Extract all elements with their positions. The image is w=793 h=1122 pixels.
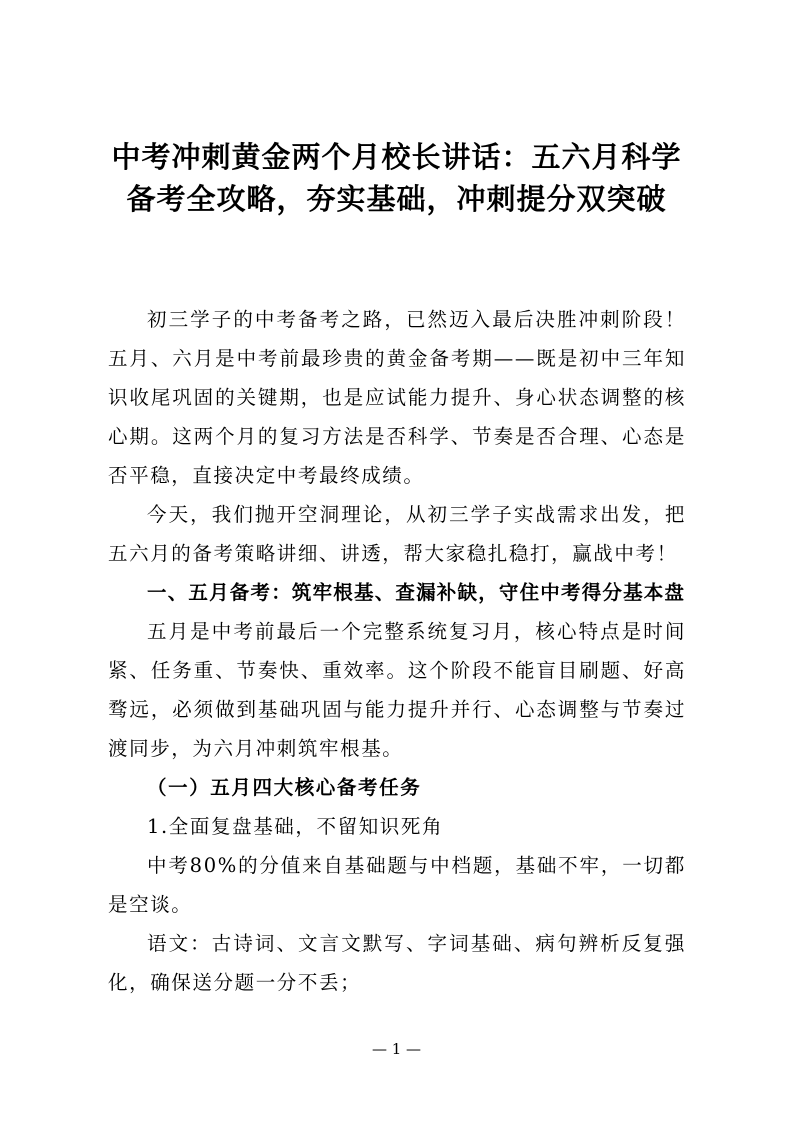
paragraph-may-overview: 五月是中考前最后一个完整系统复习月，核心特点是时间紧、任务重、节奏快、重效率。这个阶段不能盲目刷题、好高骛远，必须做到基础巩固与能力提升并行、心态调整与节奏过渡同步，为六月冲刺筑牢根基。 <box>108 620 686 760</box>
paragraph-today: 今天，我们抛开空洞理论，从初三学子实战需求出发，把五六月的备考策略讲细、讲透，帮大家稳扎稳打，赢战中考！ <box>108 503 686 565</box>
page-number: — 1 — <box>371 1040 422 1058</box>
paragraph-basics: 中考80%的分值来自基础题与中档题，基础不牢，一切都是空谈。 <box>108 854 686 916</box>
document-body <box>108 300 686 1002</box>
paragraph-intro: 初三学子的中考备考之路，已然迈入最后决胜冲刺阶段！五月、六月是中考前最珍贵的黄金备考期——既是初中三年知识收尾巩固的关键期，也是应试能力提升、身心状态调整的核心期。这两个月的复习方法是否科学、节奏是否合理、心态是否平稳，直接决定中考最终成绩。 <box>108 308 686 487</box>
paragraph-chinese: 语文：古诗词、文言文默写、字词基础、病句辨析反复强化，确保送分题一分不丢； <box>108 932 686 994</box>
page-title: 中考冲刺黄金两个月校长讲话：五六月科学备考全攻略，夯实基础，冲刺提分双突破 <box>111 140 682 216</box>
subsection-heading-tasks: （一）五月四大核心备考任务 <box>147 776 422 799</box>
section-heading-may: 一、五月备考：筑牢根基、查漏补缺，守住中考得分基本盘 <box>147 581 686 604</box>
list-item-heading-1: 1.全面复盘基础，不留知识死角 <box>147 815 444 838</box>
